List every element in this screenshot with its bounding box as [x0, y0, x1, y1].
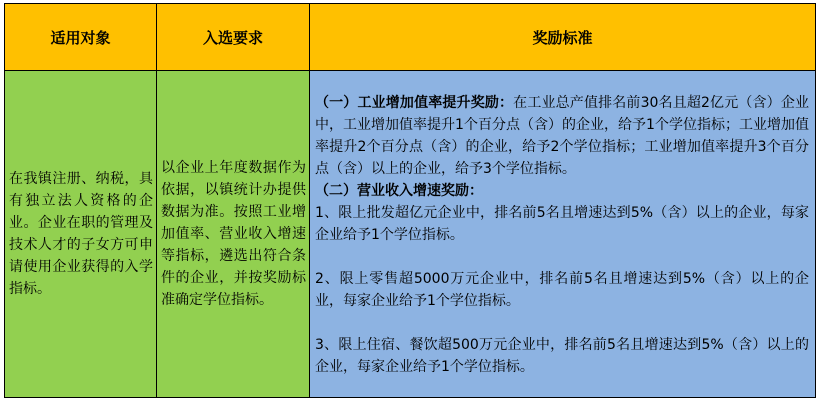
- reward-item-2: 2、限上零售超5000万元企业中，排名前5名且增速达到5%（含）以上的企业，每家企业给予1个学位指标。: [315, 271, 809, 309]
- reward-content: [310, 90, 815, 378]
- header-requirement: 入选要求: [157, 4, 310, 71]
- table-row: [5, 71, 816, 398]
- requirement-cell: [157, 71, 310, 398]
- header-reward: 奖励标准: [310, 4, 816, 71]
- reward-item-3: 3、限上住宿、餐饮超500万元企业中，排名前5名且增速达到5%（含）以上的企业，每家企业给予1个学位指标。: [315, 337, 809, 375]
- spacer: [315, 312, 809, 334]
- header-target: 适用对象: [5, 4, 157, 71]
- reward-item-1: 1、限上批发超亿元企业中，排名前5名且增速达到5%（含）以上的企业，每家企业给予1个学位指标。: [315, 205, 809, 243]
- reward-cell: [310, 71, 816, 398]
- target-cell: [5, 71, 157, 398]
- section2-title: （二）营业收入增速奖励：: [315, 183, 483, 199]
- section1-title: （一）工业增加值率提升奖励：: [315, 95, 514, 111]
- reward-section-1: [315, 92, 809, 180]
- target-text: 在我镇注册、纳税，具有独立法人资格的企业。企业在职的管理及技术人才的子女方可申请使用企业获得的入学指标。: [9, 171, 153, 297]
- spacer: [315, 246, 809, 268]
- header-row: [5, 4, 816, 71]
- reward-policy-table: [4, 3, 816, 398]
- requirement-text: 以企业上年度数据作为依据，以镇统计办提供数据为准。按照工业增加值率、营业收入增速等指标，遴选出符合条件的企业，并按奖励标准确定学位指标。: [161, 160, 306, 308]
- section1-body: 在工业总产值排名前30名且超2亿元（含）企业中，工业增加值率提升1个百分点（含）的企业，给予1个学位指标；工业增加值率提升2个百分点（含）的企业，给予2个学位指标；工业增加值率提升3个百分点（含）以上的企业，给予3个学位指标。: [315, 95, 809, 177]
